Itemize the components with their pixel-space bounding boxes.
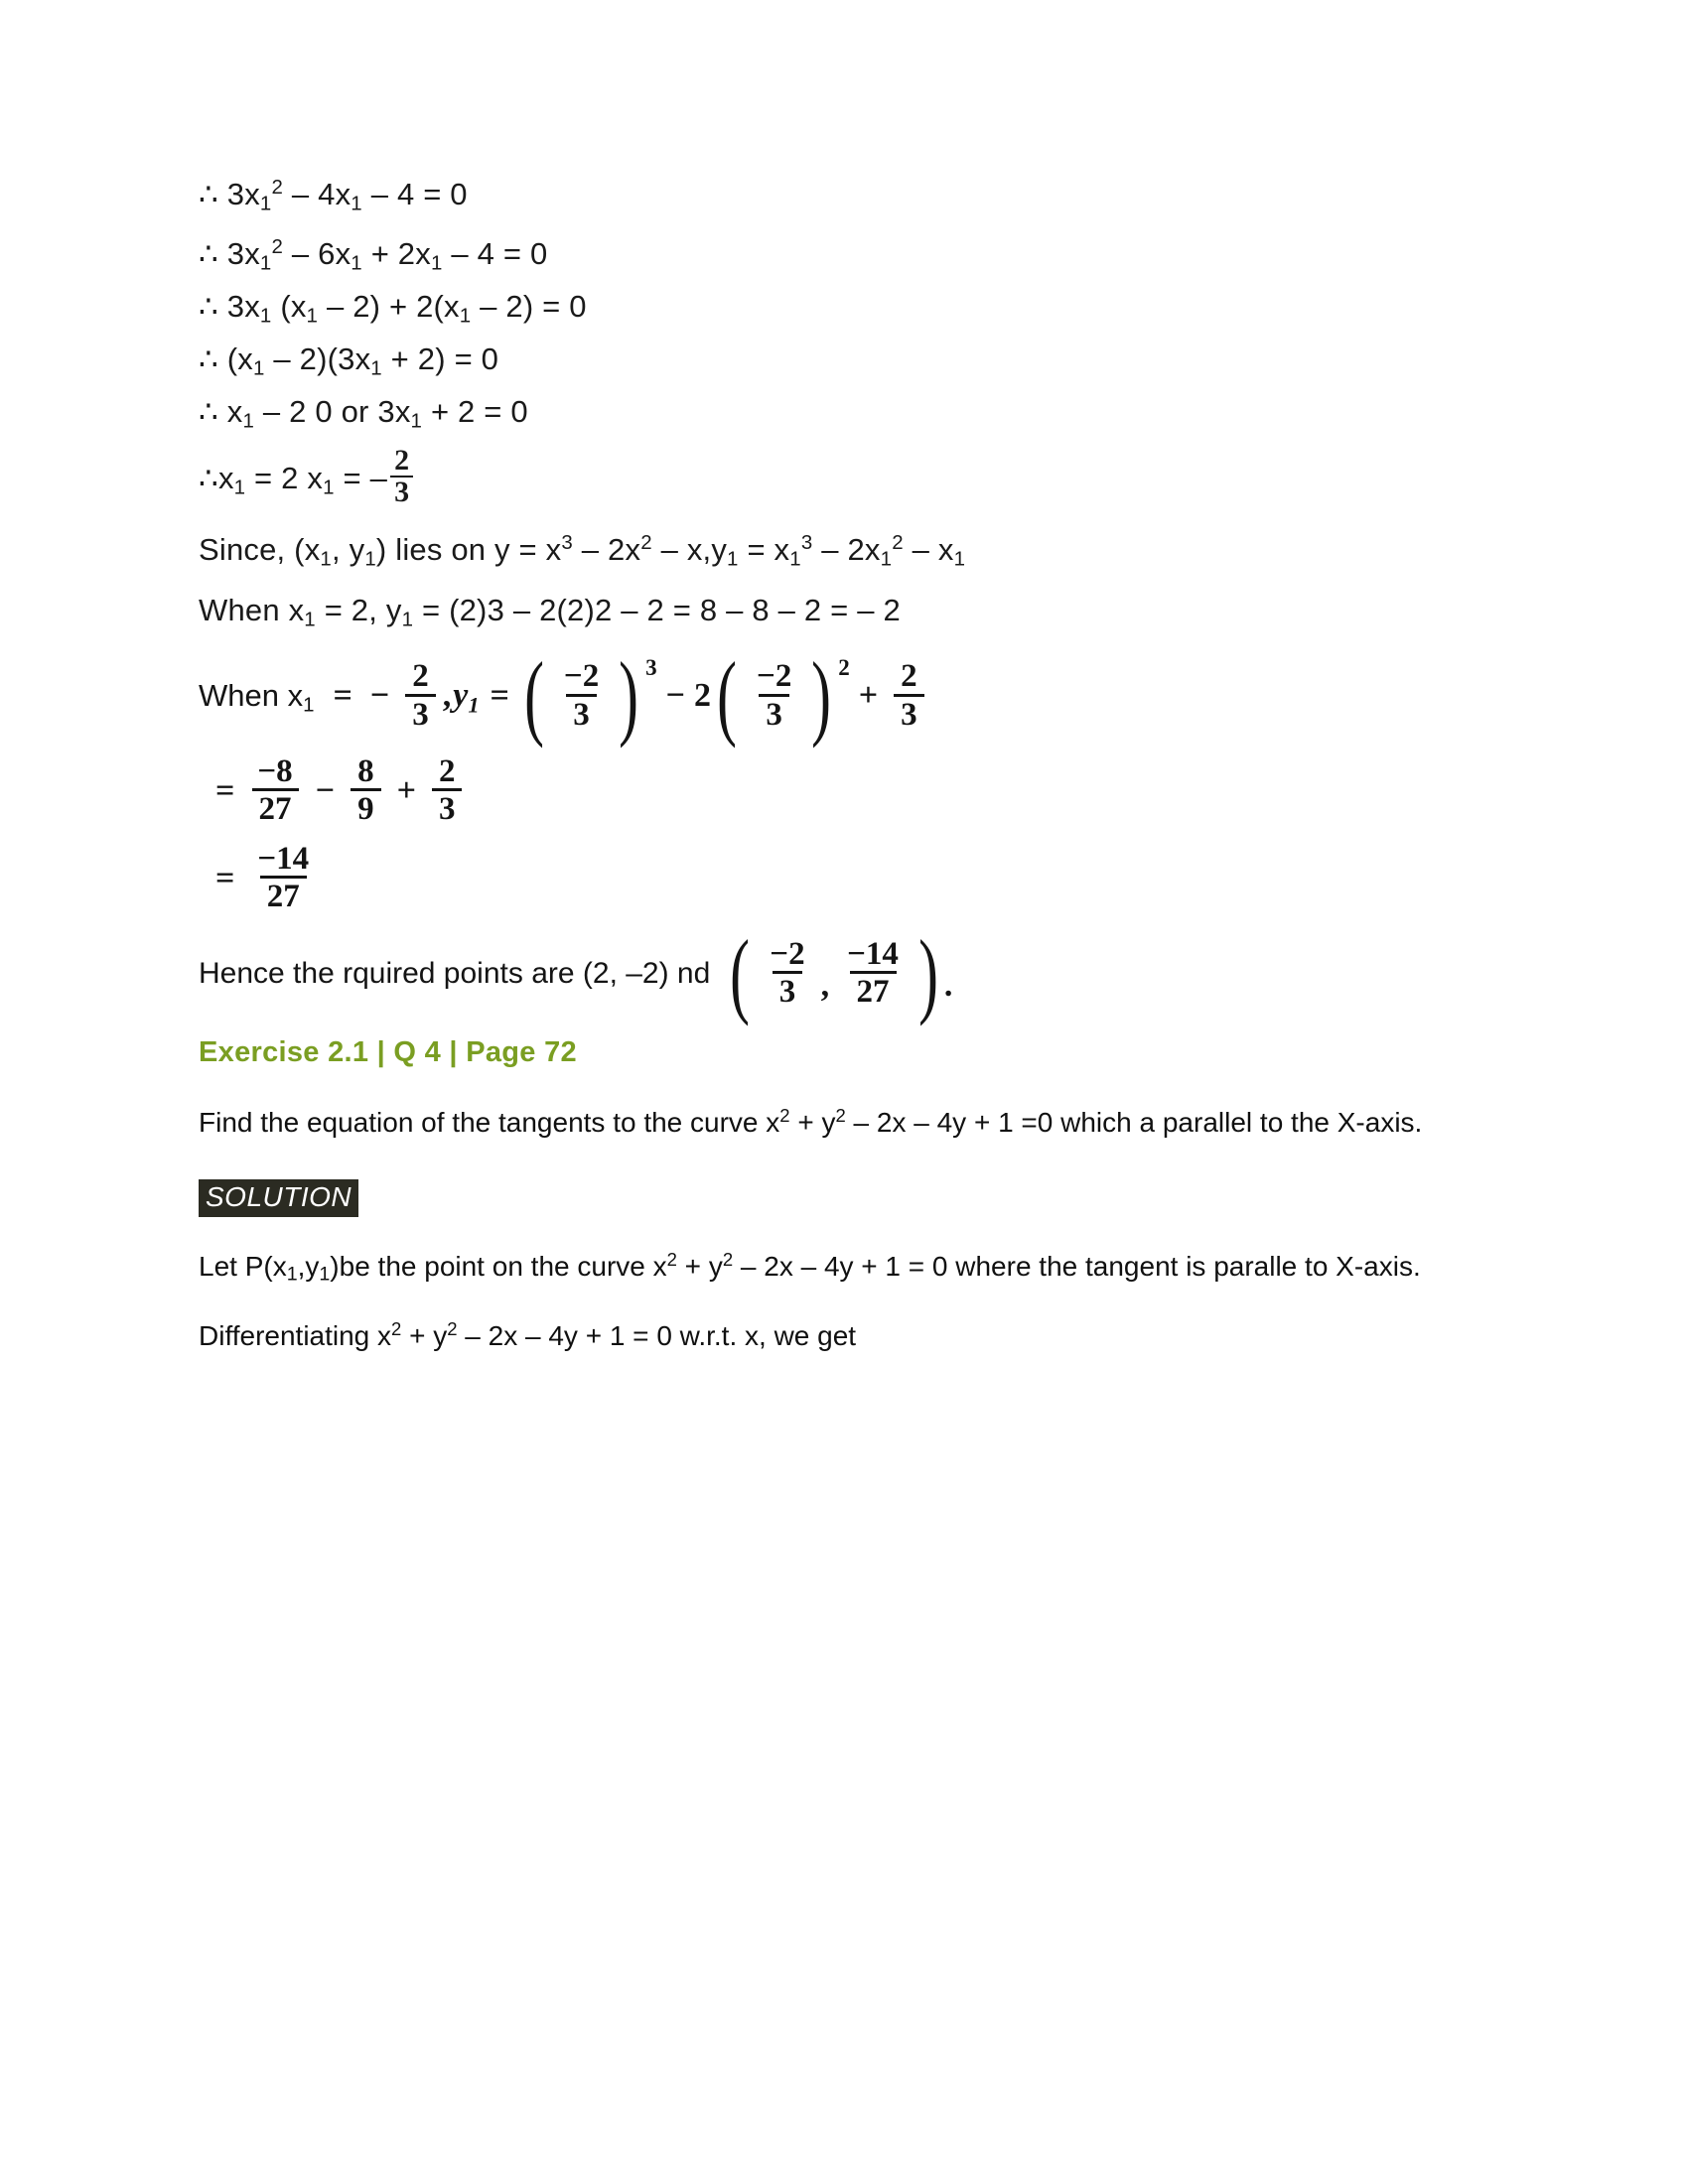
p1-sub-1: 1: [286, 1263, 298, 1286]
eq4-mid: – 2)(3x: [264, 341, 371, 376]
eq5-sub-b: 1: [410, 409, 423, 433]
eq3-sub-c: 1: [459, 304, 472, 328]
equation-step-4: [199, 341, 1499, 380]
whenfrac-comma: ,: [442, 676, 452, 714]
paren-group-1: [518, 642, 657, 750]
evaluation-line-1: [199, 754, 1499, 828]
equation-step-3: [199, 289, 1499, 328]
fraction-two-thirds: [390, 444, 413, 508]
whenx2-mid: = 2, y: [315, 592, 402, 627]
fraction-neg14-over-27-b: [840, 937, 906, 1011]
open-paren-icon: (: [730, 919, 751, 1026]
eq2-mid2: + 2x: [361, 236, 431, 271]
eq5-sub-a: 1: [242, 409, 255, 433]
eval1-equals: =: [215, 771, 235, 809]
fraction-8-over-9: [351, 754, 381, 828]
equation-step-5: [199, 394, 1499, 433]
whenfrac-sub-1: 1: [303, 693, 315, 717]
since-sub-6: 1: [953, 547, 966, 571]
eq2-mid: – 6x: [283, 236, 352, 271]
eq6-equals: = –: [334, 461, 388, 496]
eq5-tail: + 2 = 0: [422, 394, 528, 429]
eq3-tail: – 2) = 0: [471, 289, 587, 324]
p1-part-3: )be the point on the curve x: [330, 1250, 667, 1282]
when-x-equals-2-line: [199, 592, 1499, 631]
since-sub-4: 1: [789, 547, 801, 571]
p1-sup-2: 2: [722, 1248, 734, 1270]
conclusion-line: [199, 919, 1499, 1026]
eq3-sub-b: 1: [306, 304, 319, 328]
fraction-neg2-over-3-a: [557, 659, 606, 733]
eval1-op-minus: −: [315, 771, 336, 809]
fraction-numerator: 2: [412, 657, 429, 694]
therefore-symbol: ∴: [199, 341, 218, 376]
since-comma: , y: [331, 531, 365, 567]
fraction-numerator: 2: [438, 752, 456, 789]
fraction-denominator: 3: [894, 694, 924, 733]
solution-paragraph-1: [199, 1247, 1489, 1288]
eq4-term-a: (x: [226, 341, 253, 376]
eq2-term-a: 3x: [226, 236, 260, 271]
close-paren-icon: ): [619, 642, 639, 750]
eq3-mid2: – 2) + 2(x: [318, 289, 460, 324]
fraction-denominator: 3: [759, 694, 789, 733]
conclusion-period: .: [943, 966, 953, 1004]
whenx2-tail: = (2)3 – 2(2)2 – 2 = 8 – 8 – 2 = – 2: [413, 592, 901, 627]
eval2-equals: =: [215, 859, 235, 896]
content-column: [199, 175, 1499, 1357]
eq3-term-a: 3x: [226, 289, 260, 324]
since-sup-2: 2: [640, 530, 652, 554]
question-part-3: – 2x – 4y + 1 =0 which a parallel to the X-axis.: [845, 1106, 1423, 1138]
therefore-symbol: ∴: [199, 236, 218, 271]
therefore-symbol: ∴: [199, 461, 218, 496]
since-sub-2: 1: [364, 547, 376, 571]
fraction-denominator: 27: [850, 971, 897, 1010]
exercise-heading: Exercise 2.1 | Q 4 | Page 72: [199, 1035, 577, 1068]
fraction-neg2-over-3-b: [750, 659, 798, 733]
whenx2-lead: When x: [199, 592, 305, 627]
when-x-equals-neg-two-thirds-line: [199, 642, 1499, 750]
eq1-rest: – 4x: [283, 177, 352, 211]
close-paren-icon: ): [811, 642, 832, 750]
p1-part-5: – 2x – 4y + 1 = 0 where the tangent is paralle to X-axis.: [733, 1250, 1421, 1282]
eq2-tail: – 4 = 0: [442, 236, 548, 271]
eq6-sub-a: 1: [233, 477, 246, 500]
therefore-symbol: ∴: [199, 177, 218, 211]
question-part-1: Find the equation of the tangents to the curve x: [199, 1106, 780, 1138]
fraction-neg8-over-27: [250, 754, 299, 828]
open-paren-icon: (: [523, 642, 544, 750]
fraction-numerator: 2: [394, 444, 410, 477]
whenfrac-op-plus: +: [858, 676, 879, 714]
eq1-term-a: 3x: [226, 177, 260, 211]
fraction-numerator: 8: [357, 752, 374, 789]
eq1-sub-b: 1: [351, 192, 362, 215]
whenfrac-coefficient-2: 2: [694, 676, 712, 714]
whenfrac-minus: −: [369, 676, 390, 714]
eq4-tail: + 2) = 0: [381, 341, 499, 376]
since-sub-3: 1: [727, 547, 739, 571]
fraction-denominator: 27: [260, 876, 307, 914]
therefore-symbol: ∴: [199, 289, 218, 324]
eq2-sub-c: 1: [430, 251, 443, 275]
since-tail: – x: [903, 531, 954, 567]
open-paren-icon: (: [717, 642, 737, 750]
since-mid: ) lies on y = x: [375, 531, 562, 567]
since-mid-5: – 2x: [812, 531, 881, 567]
eq6-sub-b: 1: [323, 477, 335, 500]
eq1-tail: – 4 = 0: [361, 177, 468, 211]
therefore-symbol: ∴: [199, 394, 218, 429]
fraction-denominator: 3: [390, 476, 413, 506]
eq2-sub-a: 1: [259, 251, 272, 275]
p2-part-3: – 2x – 4y + 1 = 0 w.r.t. x, we get: [457, 1320, 857, 1352]
conclusion-comma: ,: [820, 966, 830, 1004]
since-mid-3: – x,y: [651, 531, 728, 567]
fraction-neg14-over-27-a: [250, 842, 316, 915]
paren-group-conclusion: [724, 919, 944, 1026]
whenx2-sub-2: 1: [401, 608, 414, 631]
eq1-sub-a: 1: [259, 192, 272, 215]
fraction-numerator: −14: [257, 840, 310, 877]
exponent-2: 2: [838, 654, 850, 680]
since-line: [199, 530, 1499, 571]
close-paren-icon: ): [917, 919, 938, 1026]
fraction-denominator: 9: [351, 788, 381, 827]
since-mid-4: = x: [738, 531, 790, 567]
since-mid-2: – 2x: [572, 531, 641, 567]
since-lead: Since, (x: [199, 531, 321, 567]
eq2-sub-b: 1: [351, 251, 362, 275]
p2-sup-1: 2: [391, 1318, 402, 1340]
solution-badge-wrap: [199, 1179, 1499, 1216]
equation-step-6: [199, 444, 1499, 508]
eq4-sub-a: 1: [253, 356, 265, 380]
whenfrac-op-minus: −: [665, 676, 686, 714]
p2-part-2: + y: [401, 1320, 448, 1352]
eq5-mid: – 2 0 or 3x: [254, 394, 411, 429]
eq3-mid: (x: [271, 289, 307, 324]
since-sup-3: 3: [800, 530, 813, 554]
eq6-term-a: x: [217, 461, 234, 496]
whenfrac-equals-2: =: [490, 676, 509, 714]
eq1-sup-a: 2: [271, 175, 284, 199]
fraction-denominator: 3: [405, 694, 436, 733]
since-sup-4: 2: [892, 530, 904, 554]
eq2-sup-a: 2: [271, 234, 284, 258]
p1-part-2: ,y: [297, 1250, 320, 1282]
fraction-numerator: −2: [563, 657, 600, 694]
solution-paragraph-2: [199, 1316, 1489, 1357]
fraction-numerator: 2: [901, 657, 917, 694]
p2-part-1: Differentiating x: [199, 1320, 392, 1352]
fraction-denominator: 3: [773, 971, 803, 1010]
conclusion-text: Hence the rquired points are (2, –2) nd: [199, 956, 711, 990]
eq6-mid: = 2 x: [245, 461, 324, 496]
eq5-term-a: x: [226, 394, 243, 429]
fraction-denominator: 27: [252, 788, 299, 827]
paren-group-2: [711, 642, 850, 750]
fraction-numerator: −8: [257, 752, 293, 789]
since-sub-5: 1: [880, 547, 893, 571]
equation-step-1: [199, 175, 1499, 215]
fraction-denominator: 3: [566, 694, 597, 733]
fraction-2-over-3-c: [432, 754, 463, 828]
fraction-numerator: −2: [757, 657, 792, 694]
equation-step-2: [199, 234, 1499, 275]
solution-badge: SOLUTION: [199, 1179, 358, 1216]
since-sup-1: 3: [561, 530, 573, 554]
eq4-sub-b: 1: [370, 356, 382, 380]
evaluation-line-2: [199, 842, 1499, 915]
whenfrac-lead: When $x_1$: [199, 677, 315, 717]
question-text: [199, 1103, 1489, 1143]
fraction-2-over-3-a: [405, 659, 436, 733]
whenx2-sub-1: 1: [304, 608, 316, 631]
whenfrac-y-variable: $y_1$: [453, 676, 480, 718]
fraction-2-over-3-b: [894, 659, 924, 733]
fraction-numerator: −2: [770, 935, 805, 972]
since-sub-1: 1: [320, 547, 332, 571]
question-part-2: + y: [789, 1106, 836, 1138]
eq3-sub-a: 1: [259, 304, 272, 328]
fraction-neg2-over-3-c: [763, 937, 811, 1011]
fraction-numerator: −14: [847, 935, 899, 972]
whenfrac-equals-1: =: [333, 676, 352, 714]
p1-part-4: + y: [676, 1250, 723, 1282]
exponent-3: 3: [645, 654, 657, 680]
question-sup-2: 2: [835, 1104, 846, 1126]
p1-part-1: Let P(x: [199, 1250, 287, 1282]
p1-sup-1: 2: [666, 1248, 677, 1270]
p1-sub-2: 1: [319, 1263, 331, 1286]
question-sup-1: 2: [779, 1104, 790, 1126]
p2-sup-2: 2: [447, 1318, 458, 1340]
fraction-denominator: 3: [432, 788, 463, 827]
whenfrac-y-sub: 1: [468, 692, 480, 718]
eval1-op-plus: +: [396, 771, 416, 809]
